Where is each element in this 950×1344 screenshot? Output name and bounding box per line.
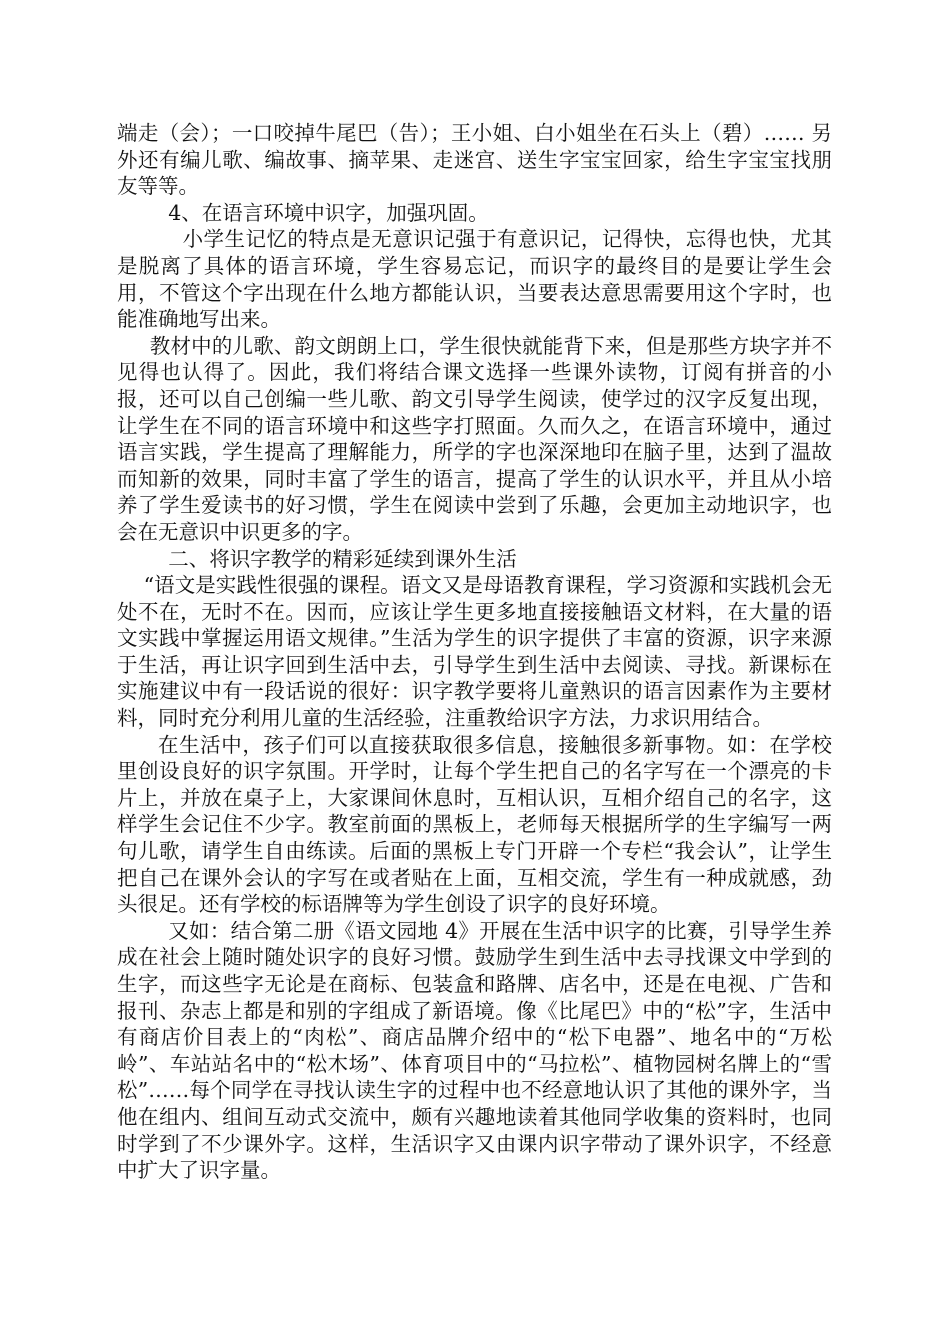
paragraph-3: 小学生记忆的特点是无意识记强于有意识记，记得快，忘得也快，尤其是脱离了具体的语言环境，学生容易忘记，而识字的最终目的是要让学生会用，不管这个字出现在什么地方都能认识，当要表达意思需要用这个字时，也能准确地写出来。	[117, 227, 832, 332]
section-heading-2: 二、将识字教学的精彩延续到课外生活	[168, 546, 517, 571]
paragraph-4: 教材中的儿歌、韵文朗朗上口，学生很快就能背下来，但是那些方块字并不见得也认得了。因此，我们将结合课文选择一些课外读物，订阅有拼音的小报，还可以自己创编一些儿歌、韵文引导学生阅读，使学过的汉字反复出现，让学生在不同的语言环境中和这些字打照面。久而久之，在语言环境中，通过语言实践，学生提高了理解能力，所学的字也深深地印在脑子里，达到了温故而知新的效果，同时丰富了学生的语言，提高了学生的认识水平，并且从小培养了学生爱读书的好习惯，学生在阅读中尝到了乐趣，会更加主动地识字，也会在无意识中识更多的字。	[117, 333, 832, 544]
paragraph-2-heading: 4、在语言环境中识字，加强巩固。	[168, 200, 489, 225]
paragraph-6: 在生活中，孩子们可以直接获取很多信息，接触很多新事物。如：在学校里创设良好的识字氛围。开学时，让每个学生把自己的名字写在一个漂亮的卡片上，并放在桌子上，大家课间休息时，互相认识，互相介绍自己的名字，这样学生会记住不少字。教室前面的黑板上，老师每天根据所学的生字编写一两句儿歌，请学生自由练读。后面的黑板上专门开辟一个专栏“我会认”，让学生把自己在课外会认的字写在或者贴在上面，互相交流，学生有一种成就感，劲头很足。还有学校的标语牌等为学生创设了识字的良好环境。	[117, 732, 832, 917]
paragraph-7: 又如：结合第二册《语文园地 4》开展在生活中识字的比赛，引导学生养成在社会上随时随处识字的良好习惯。鼓励学生到生活中去寻找课文中学到的生字，而这些字无论是在商标、包装盒和路牌、店名中，还是在电视、广告和报刊、杂志上都是和别的字组成了新语境。像《比尾巴》中的“松”字，生活中有商店价目表上的“肉松”、商店品牌介绍中的“松下电器”、地名中的“万松岭”、车站站名中的“松木场”、体育项目中的“马拉松”、植物园树名牌上的“雪松”……每个同学在寻找认读生字的过程中也不经意地认识了其他的课外字，当他在组内、组间互动式交流中，颇有兴趣地读着其他同学收集的资料时，也同时学到了不少课外字。这样，生活识字又由课内识字带动了课外识字，不经意中扩大了识字量。	[117, 918, 832, 1183]
paragraph-5: “语文是实践性很强的课程。语文又是母语教育课程，学习资源和实践机会无处不在，无时不在。因而，应该让学生更多地直接接触语文材料，在大量的语文实践中掌握运用语文规律。”生活为学生的识字提供了丰富的资源，识字来源于生活，再让识字回到生活中去，引导学生到生活中去阅读、寻找。新课标在实施建议中有一段话说的很好：识字教学要将儿童熟识的语言因素作为主要材料，同时充分利用儿童的生活经验，注重教给识字方法，力求识用结合。	[117, 573, 832, 731]
document-body	[117, 120, 832, 1184]
paragraph-1: 端走（会）；一口咬掉牛尾巴（告）；王小姐、白小姐坐在石头上（碧）…… 另外还有编儿歌、编故事、摘苹果、走迷宫、送生字宝宝回家，给生字宝宝找朋友等等。	[117, 121, 832, 199]
